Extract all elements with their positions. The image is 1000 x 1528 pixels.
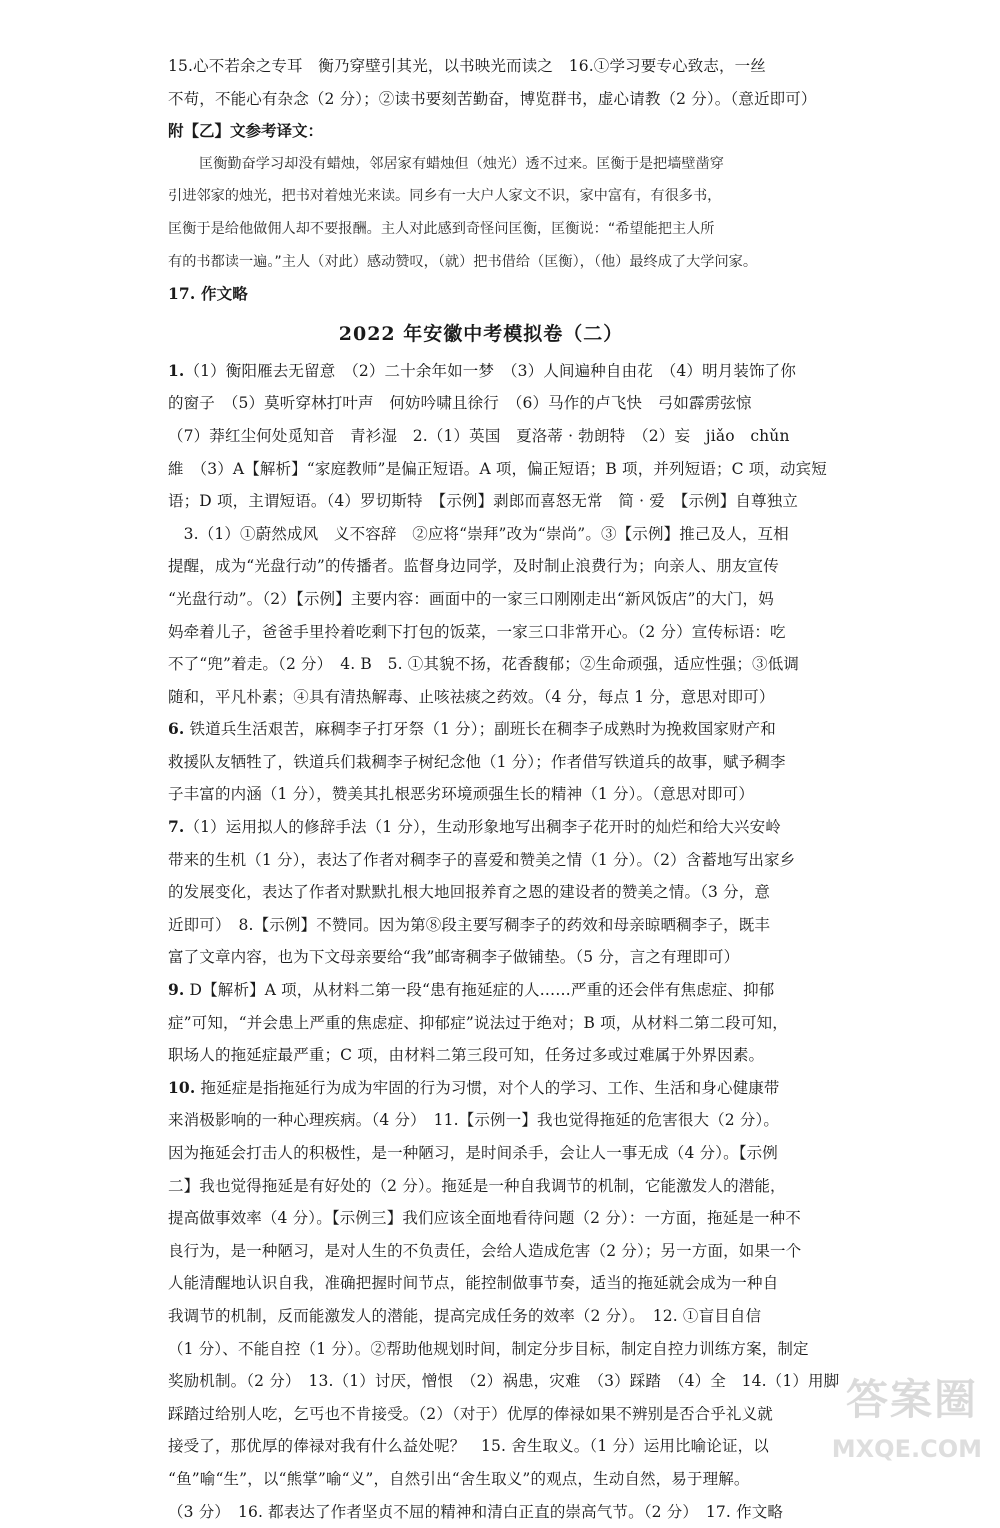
answer-line: 提高做事效率（4 分）。【示例三】我们应该全面地看待问题（2 分）：一方面，拖延是一种不 <box>168 1209 801 1228</box>
answer-line: 1.（1）衡阳雁去无留意 （2）二十余年如一梦 （3）人间遍种自由花 （4）明月装饰了你 <box>168 360 796 380</box>
answer-line: 15.心不若余之专耳 衡乃穿壁引其光，以书映光而读之 16.①学习要专心致志，一丝 <box>168 57 766 75</box>
answer-line: （3 分） 16. 都表达了作者坚贞不屈的精神和清白正直的崇高气节。（2 分） 17. 作文略 <box>168 1502 784 1521</box>
answer-line: 10. 拖延症是指拖延行为成为牢固的行为习惯，对个人的学习、工作、生活和身心健康带 <box>168 1077 780 1097</box>
translation-line: 匡衡勤奋学习却没有蜡烛，邻居家有蜡烛但（烛光）透不过来。匡衡于是把墙壁凿穿 <box>199 155 724 172</box>
answer-line: 语；D 项，主谓短语。（4）罗切斯特 【示例】剥郎而喜怒无常 简 · 爱 【示例】自尊独立 <box>168 492 798 511</box>
appendix-title: 附【乙】文参考译文： <box>168 121 324 141</box>
answer-line: 奖励机制。（2 分） 13.（1）讨厌，憎恨 （2）祸患，灾难 （3）踩踏 （4）全 14.（1）用脚 <box>168 1372 840 1391</box>
answer-page <box>168 50 840 1528</box>
answer-line: “鱼”喻“生”，以“熊掌”喻“义”，自然引出“舍生取义”的观点，生动自然，易于理解。 <box>168 1469 750 1488</box>
answer-line: 二】我也觉得拖延是有好处的（2 分）。拖延是一种自我调节的机制，它能激发人的潜能， <box>168 1176 786 1195</box>
translation-line: 有的书都读一遍。”主人（对此）感动赞叹，（就）把书借给（匡衡），（他）最终成了大学问家。 <box>168 253 758 270</box>
question-number: 9. <box>168 980 185 1000</box>
answer-line: 救援队友牺牲了，铁道兵们栽稠李子树纪念他（1 分）；作者借写铁道兵的故事，赋予稠李 <box>168 752 786 771</box>
answer-line: 人能清醒地认识自我，准确把握时间节点，能控制做事节奏，适当的拖延就会成为一种自 <box>168 1274 779 1293</box>
watermark-url: MXQE.COM <box>831 1435 982 1463</box>
answer-line: 6. 铁道兵生活艰苦，麻稠李子打牙祭（1 分）；副班长在稠李子成熟时为挽救国家财产和 <box>168 719 776 739</box>
answer-line: （1 分）、不能自控（1 分）。②帮助他规划时间，制定分步目标，制定自控力训练方案，制定 <box>168 1339 809 1358</box>
exam-title: 2022 年安徽中考模拟卷（二） <box>338 322 624 345</box>
answer-line: （7）莽红尘何处觅知音 青衫湿 2.（1）英国 夏洛蒂 · 勃朗特 （2）妄 jiǎo chǔn <box>168 426 790 445</box>
watermark <box>790 1341 1000 1471</box>
answer-line: 来消极影响的一种心理疾病。（4 分） 11.【示例一】我也觉得拖延的危害很大（2 分）。 <box>168 1111 780 1130</box>
answer-line: 良行为，是一种陋习，是对人生的不负责任，会给人造成危害（2 分）；另一方面，如果一个 <box>168 1241 802 1260</box>
answer-line: 症”可知，“并会患上严重的焦虑症、抑郁症”说法过于绝对；B 项，从材料二第二段可知， <box>168 1013 788 1032</box>
answer-line: 不了“兜”着走。（2 分） 4. B 5. ①其貌不扬，花香馥郁；②生命顽强，适应性强；③低调 <box>168 655 800 674</box>
answer-line: 近即可） 8.【示例】不赞同。因为第⑧段主要写稠李子的药效和母亲晾晒稠李子，既丰 <box>168 915 771 934</box>
answer-line: 带来的生机（1 分），表达了作者对稠李子的喜爱和赞美之情（1 分）。（2）含蓄地写出家乡 <box>168 850 796 869</box>
question-17: 17. 作文略 <box>168 284 248 304</box>
question-number: 7. <box>168 817 185 837</box>
answer-line: 我调节的机制，反而能激发人的潜能，提高完成任务的效率（2 分）。 12. ①盲目自信 <box>168 1306 762 1325</box>
translation-line: 引进邻家的烛光，把书对着烛光来读。同乡有一大户人家文不识，家中富有，有很多书， <box>168 188 722 205</box>
question-number: 10. <box>168 1077 196 1097</box>
question-number: 1. <box>168 360 185 380</box>
answer-line: 妈牵着儿子，爸爸手里拎着吃剩下打包的饭菜，一家三口非常开心。（2 分）宣传标语：吃 <box>168 622 786 641</box>
watermark-logo: 答案圈 <box>845 1375 978 1424</box>
answer-line: 因为拖延会打击人的积极性，是一种陋习，是时间杀手，会让人一事无成（4 分）。【示例 <box>168 1144 778 1162</box>
answer-line: 接受了，那优厚的俸禄对我有什么益处呢？ 15. 舍生取义。（1 分）运用比喻论证，以 <box>168 1437 769 1456</box>
answer-line: 子丰富的内涵（1 分），赞美其扎根恶劣环境顽强生长的精神（1 分）。（意思对即可） <box>168 785 754 804</box>
answer-line: 富了文章内容，也为下文母亲要给“我”邮寄稠李子做铺垫。（5 分，言之有理即可） <box>168 948 740 967</box>
question-number: 6. <box>168 719 185 739</box>
answer-line: 踩踏过给别人吃，乞丐也不肯接受。（2）（对于）优厚的俸禄如果不辨别是否合乎礼义就 <box>168 1404 773 1423</box>
answer-line: 随和，平凡朴素；④具有清热解毒、止咳祛痰之药效。（4 分，每点 1 分，意思对即可） <box>168 687 775 706</box>
translation-line: 匡衡于是给他做佣人却不要报酬。主人对此感到奇怪问匡衡，匡衡说：“希望能把主人所 <box>168 220 715 237</box>
answer-line: 維 （3）A【解析】“家庭教师”是偏正短语。A 项，偏正短语；B 项，并列短语；C 项，动宾短 <box>168 459 827 478</box>
answer-line: 的发展变化，表达了作者对默默扎根大地回报养育之恩的建设者的赞美之情。（3 分，意 <box>168 883 771 902</box>
answer-line: 提醒，成为“光盘行动”的传播者。监督身边同学，及时制止浪费行为；向亲人、朋友宣传 <box>168 557 779 576</box>
answer-line: 7.（1）运用拟人的修辞手法（1 分），生动形象地写出稠李子花开时的灿烂和给大兴安岭 <box>168 817 781 837</box>
answer-line: 职场人的拖延症最严重；C 项，由材料二第三段可知，任务过多或过难属于外界因素。 <box>168 1046 765 1065</box>
answer-line: “光盘行动”。（2）【示例】主要内容：画面中的一家三口刚刚走出“新风饭店”的大门，妈 <box>168 589 774 608</box>
answers-body <box>168 355 840 1528</box>
answer-line: 3.（1）①蔚然成风 义不容辞 ②应将“崇拜”改为“崇尚”。③【示例】推己及人，互相 <box>168 524 789 543</box>
answer-line: 的窗子 （5）莫听穿林打叶声 何妨吟啸且徐行 （6）马作的卢飞快 弓如霹雳弦惊 <box>168 394 752 413</box>
answer-line: 不苟，不能心有杂念（2 分）；②读书要刻苦勤奋，博览群书，虚心请教（2 分）。（意近即可） <box>168 89 817 108</box>
top-section <box>168 50 817 311</box>
answer-line: 9. D【解析】A 项，从材料二第一段“患有拖延症的人……严重的还会伴有焦虑症、抑郁 <box>168 980 775 1000</box>
